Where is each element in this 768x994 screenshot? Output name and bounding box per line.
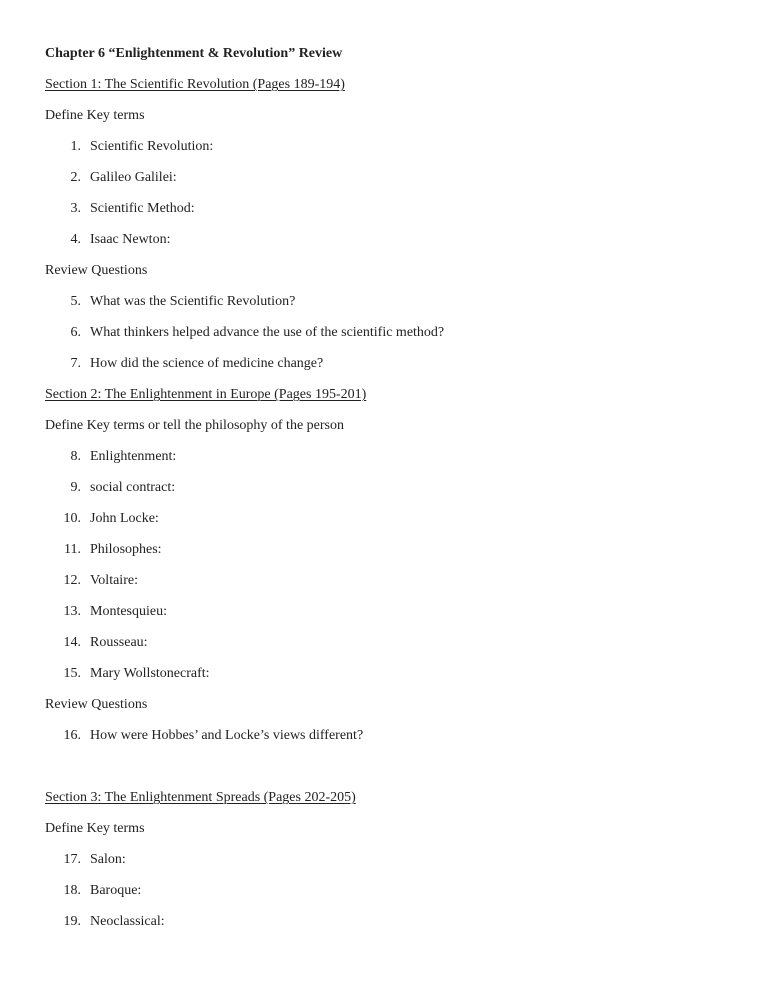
item-text: Scientific Revolution: <box>90 139 214 154</box>
item-text: social contract: <box>90 480 176 495</box>
item-text: Scientific Method: <box>90 201 195 216</box>
item-number: 19. <box>63 914 81 929</box>
item-number: 6. <box>70 325 81 340</box>
list-item <box>45 162 768 193</box>
list-item <box>45 193 768 224</box>
item-number: 8. <box>70 449 81 464</box>
list-item <box>45 658 768 689</box>
item-text: John Locke: <box>90 511 159 526</box>
list-item <box>45 720 768 751</box>
define-label: Define Key terms or tell the philosophy of the person <box>45 418 344 433</box>
list-item <box>45 844 768 875</box>
item-number: 13. <box>63 604 81 619</box>
item-number: 4. <box>70 232 81 247</box>
item-number: 15. <box>63 666 81 681</box>
blank-space <box>45 751 768 782</box>
item-number: 17. <box>63 852 81 867</box>
list-item <box>45 627 768 658</box>
list-item <box>45 441 768 472</box>
item-text: Mary Wollstonecraft: <box>90 666 210 681</box>
list-item <box>45 906 768 937</box>
item-number: 3. <box>70 201 81 216</box>
item-number: 7. <box>70 356 81 371</box>
review-label: Review Questions <box>45 263 148 278</box>
item-text: Galileo Galilei: <box>90 170 177 185</box>
list-item <box>45 534 768 565</box>
item-number: 1. <box>70 139 81 154</box>
item-number: 18. <box>63 883 81 898</box>
item-text: Isaac Newton: <box>90 232 171 247</box>
item-number: 9. <box>70 480 81 495</box>
item-text: Rousseau: <box>90 635 148 650</box>
document-title: Chapter 6 “Enlightenment & Revolution” Review <box>45 46 343 61</box>
list-item <box>45 565 768 596</box>
section-3-heading: Section 3: The Enlightenment Spreads (Pages 202-205) <box>45 790 356 805</box>
item-number: 11. <box>64 542 81 557</box>
item-text: Neoclassical: <box>90 914 165 929</box>
item-text: Philosophes: <box>90 542 162 557</box>
define-label: Define Key terms <box>45 108 145 123</box>
item-number: 5. <box>70 294 81 309</box>
item-number: 16. <box>63 728 81 743</box>
item-text: Voltaire: <box>90 573 138 588</box>
item-number: 10. <box>63 511 81 526</box>
list-item <box>45 348 768 379</box>
define-label: Define Key terms <box>45 821 145 836</box>
item-text: How were Hobbes’ and Locke’s views different? <box>90 728 364 743</box>
list-item <box>45 317 768 348</box>
item-text: How did the science of medicine change? <box>90 356 324 371</box>
item-text: Montesquieu: <box>90 604 167 619</box>
review-label: Review Questions <box>45 697 148 712</box>
item-text: Salon: <box>90 852 126 867</box>
section-1-heading: Section 1: The Scientific Revolution (Pages 189-194) <box>45 77 345 92</box>
item-text: Baroque: <box>90 883 142 898</box>
item-text: What was the Scientific Revolution? <box>90 294 296 309</box>
item-text: What thinkers helped advance the use of the scientific method? <box>90 325 445 340</box>
item-number: 14. <box>63 635 81 650</box>
list-item <box>45 875 768 906</box>
section-2-heading: Section 2: The Enlightenment in Europe (Pages 195-201) <box>45 387 367 402</box>
list-item <box>45 286 768 317</box>
list-item <box>45 224 768 255</box>
item-number: 2. <box>70 170 81 185</box>
item-text: Enlightenment: <box>90 449 177 464</box>
list-item <box>45 472 768 503</box>
list-item <box>45 596 768 627</box>
list-item <box>45 503 768 534</box>
item-number: 12. <box>63 573 81 588</box>
list-item <box>45 131 768 162</box>
